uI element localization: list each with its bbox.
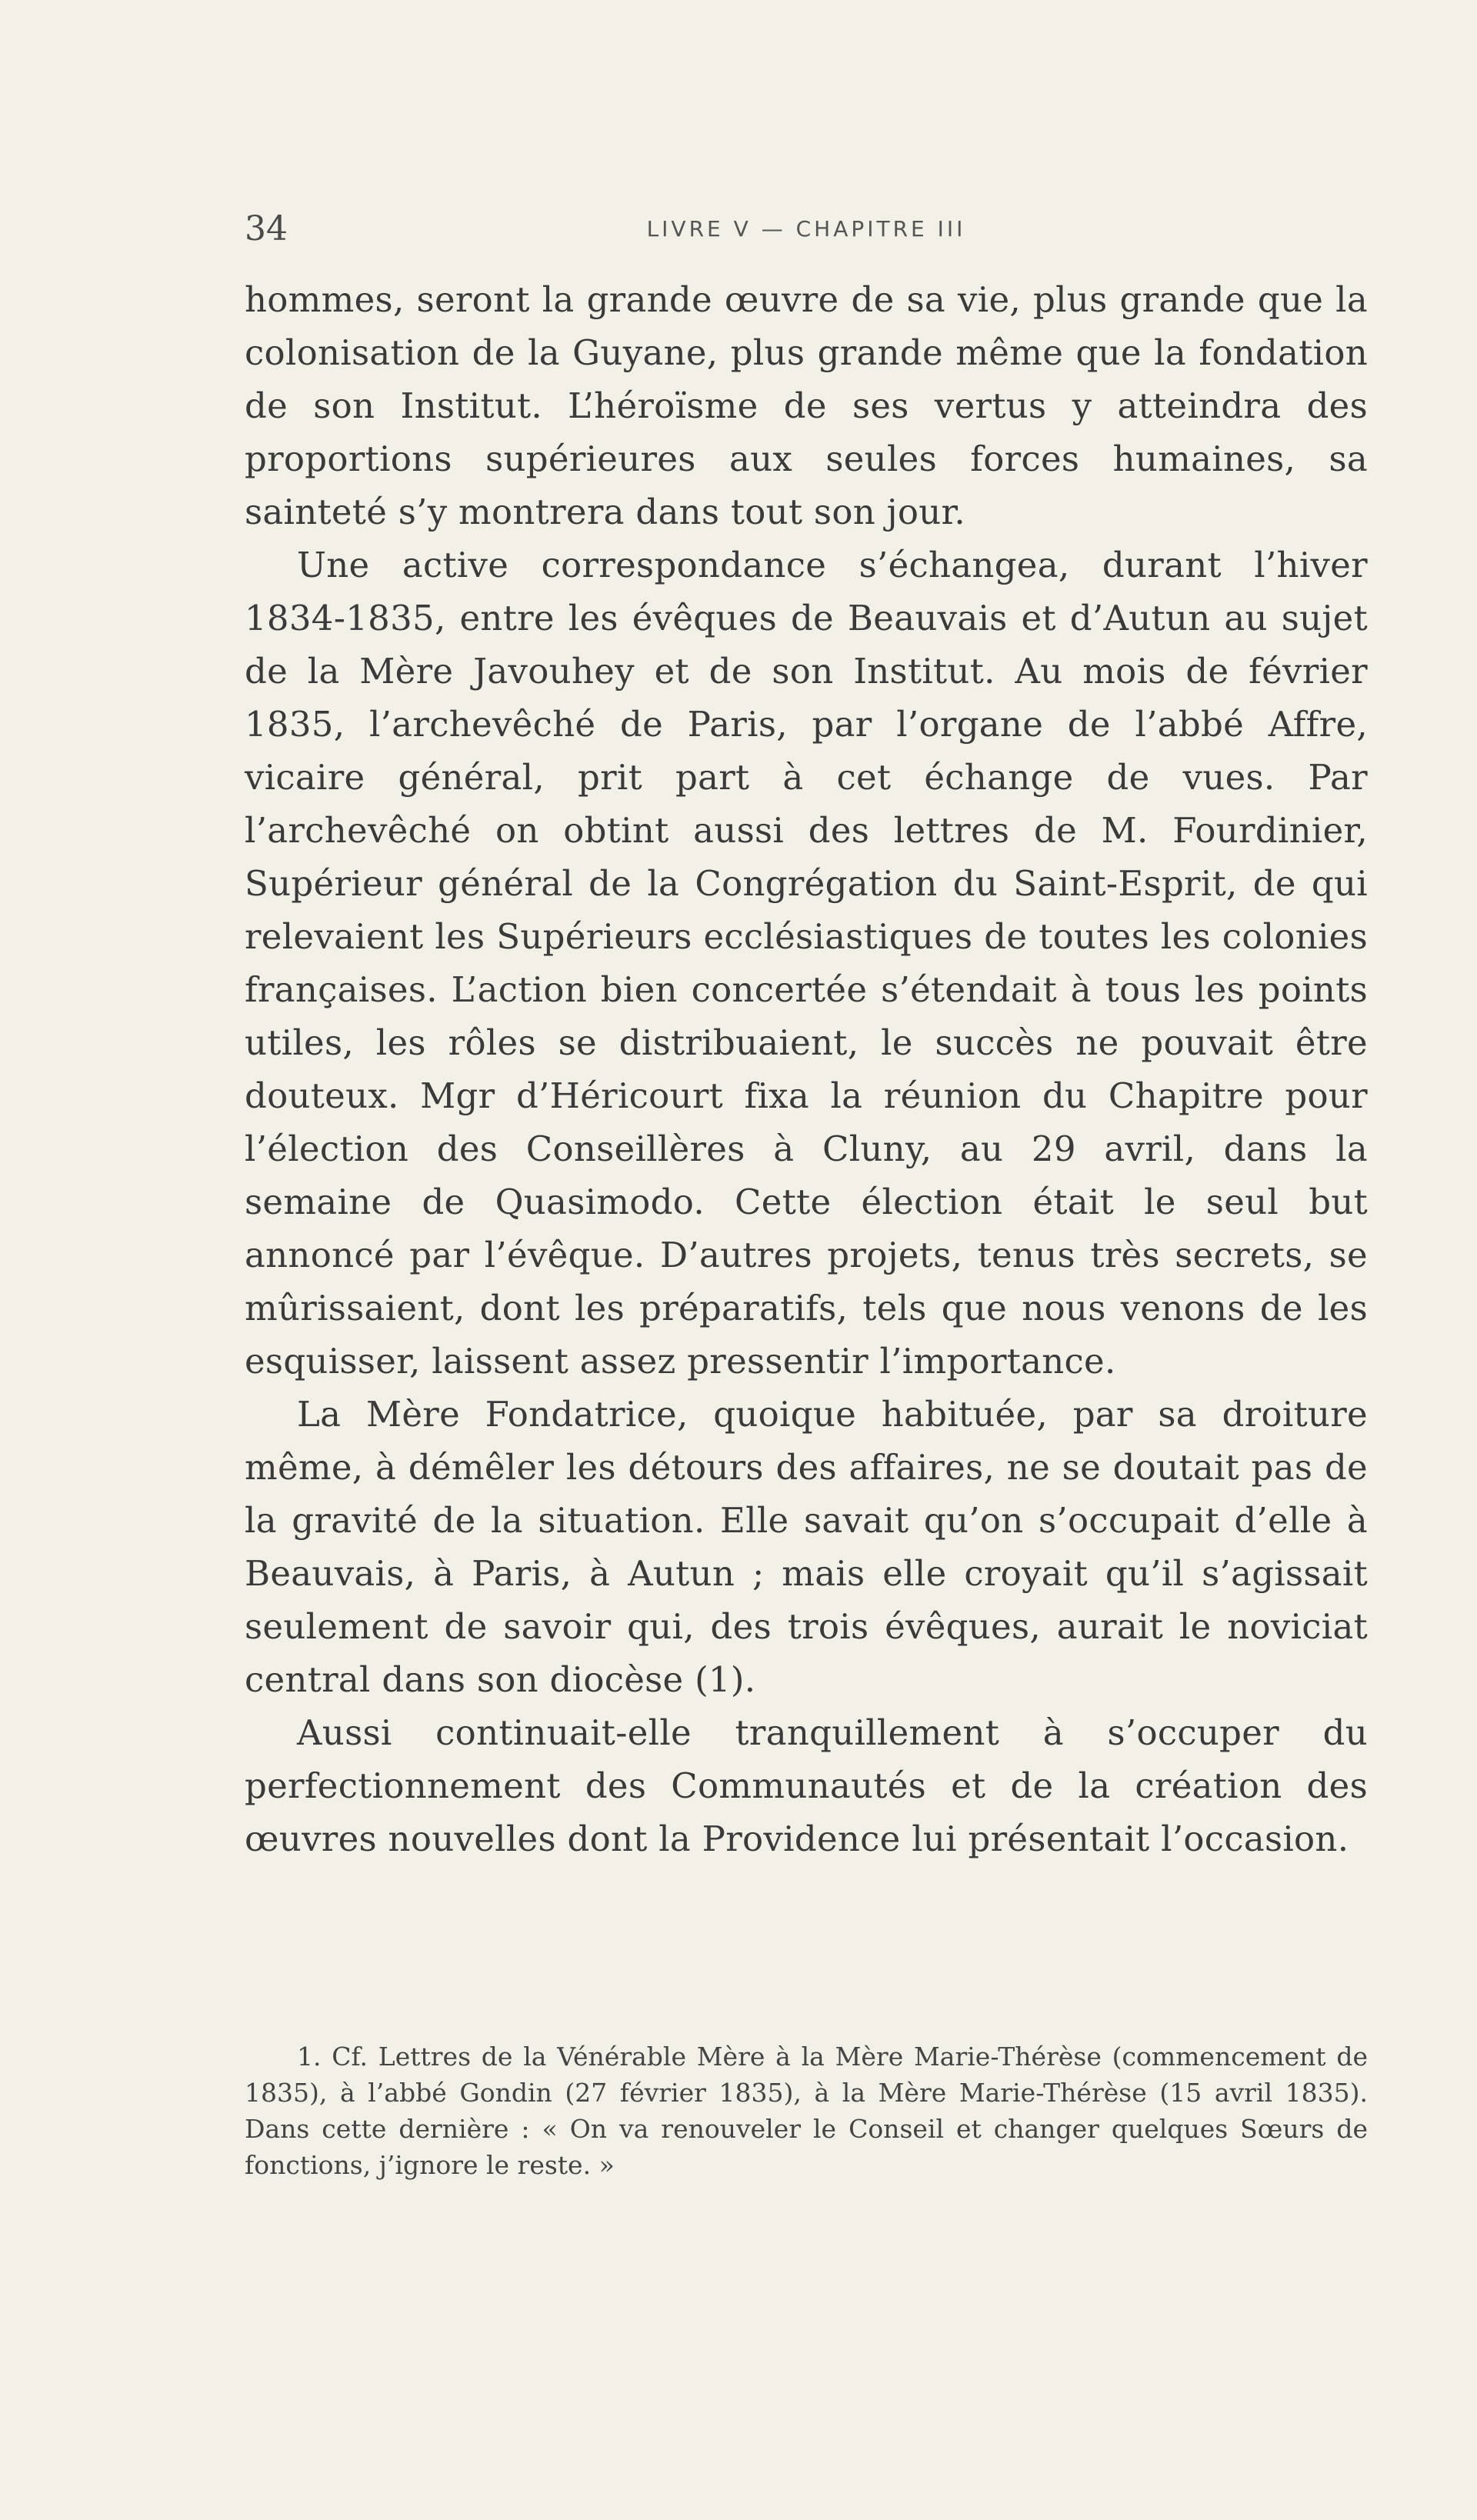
- running-head: LIVRE V — CHAPITRE III: [646, 216, 966, 242]
- paragraph-communautes: Aussi continuait-elle tranquillement à s’occuper du perfectionnement des Communautés et de la création des œuvres nouvelles dont la Providence lui présentait l’occasion.: [245, 1712, 1368, 1859]
- body-text: [245, 273, 1368, 1865]
- page-number: 34: [245, 209, 288, 248]
- paragraph-mere-fondatrice: La Mère Fondatrice, quoique habituée, par sa droiture même, à démêler les détours des affaires, ne se doutait pas de la gravité de la situation. Elle savait qu’on s’occupait d’elle à Beauvais, à Paris, à Autun ; mais elle croyait qu’il s’agissait seulement de savoir qui, des trois évêques, aurait le noviciat central dans son diocèse (1).: [245, 1394, 1368, 1700]
- footnote: 1. Cf. Lettres de la Vénérable Mère à la Mère Marie-Thérèse (commencement de 1835), à l’abbé Gondin (27 février 1835), à la Mère Marie-Thérèse (15 avril 1835). Dans cette dernière : « On va renouveler le Conseil et changer quelques Sœurs de fonctions, j’ignore le reste. »: [245, 2042, 1368, 2180]
- page-header: [245, 208, 1368, 254]
- paragraph-continuation: hommes, seront la grande œuvre de sa vie, plus grande que la colonisation de la Guyane, plus grande même que la fondation de son Institut. L’héroïsme de ses vertus y atteindra des proportions supérieures aux seules forces humaines, sa sainteté s’y montrera dans tout son jour.: [245, 279, 1368, 532]
- paragraph-correspondence: Une active correspondance s’échangea, durant l’hiver 1834-1835, entre les évêques de Beauvais et d’Autun au sujet de la Mère Javouhey et de son Institut. Au mois de février 1835, l’archevêché de Paris, par l’organe de l’abbé Affre, vicaire général, prit part à cet échange de vues. Par l’archevêché on obtint aussi des lettres de M. Fourdinier, Supérieur général de la Congrégation du Saint-Esprit, de qui relevaient les Supérieurs ecclésiastiques de toutes les colonies françaises. L’action bien concertée s’étendait à tous les points utiles, les rôles se distribuaient, le succès ne pouvait être douteux. Mgr d’Héricourt fixa la réunion du Chapitre pour l’élection des Conseillères à Cluny, au 29 avril, dans la semaine de Quasimodo. Cette élection était le seul but annoncé par l’évêque. D’autres projets, tenus très secrets, se mûrissaient, dont les préparatifs, tels que nous venons de les esquisser, laissent assez pressentir l’importance.: [245, 545, 1368, 1382]
